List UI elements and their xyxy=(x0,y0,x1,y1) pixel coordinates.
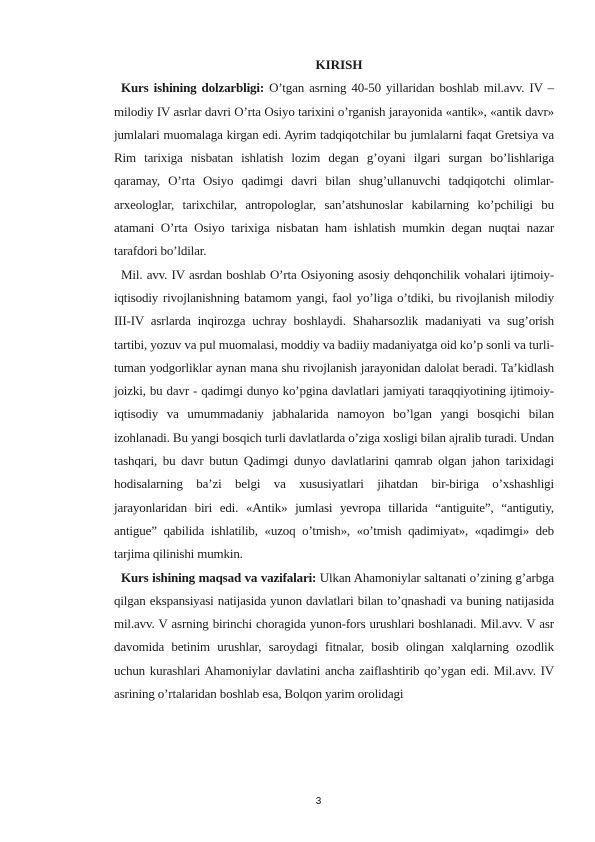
paragraph-text: O’tgan asrning 40-50 yillaridan boshlab mil.avv. IV – milodiy IV asrlar davri O’rta Osiyo tarixini o’rganish jarayonida «antik», «antik davr» jumlalari muomalaga kirgan edi. Ayrim tadqiqotchilar bu jumlalarni faqat Gretsiya va Rim tarixiga nisbatan ishlatish lozim degan g’oyani ilgari surgan bo’lishlariga qaramay, O’rta Osiyo qadimgi davri bilan shug’ullanuvchi tadqiqotchi olimlar-arxeologlar, tarixchilar, antropologlar, san’atshunoslar kabilarning ko’pchiligi bu atamani O’rta Osiyo tarixiga nisbatan ham ishlatish mumkin degan nuqtai nazar tarafdori bo’ldilar. xyxy=(114,80,554,259)
paragraph-lead: Kurs ishining dolzarbligi: xyxy=(121,80,265,96)
paragraph-history xyxy=(114,263,554,566)
paragraph-lead: Kurs ishining maqsad va vazifalari: xyxy=(121,569,317,585)
paragraph-relevance xyxy=(114,76,554,262)
paragraph-text: Mil. avv. IV asrdan boshlab O’rta Osiyoning asosiy dehqonchilik vohalari ijtimoiy-iqtisodiy rivojlanishning batamom yangi, faol yo’liga o’tdiki, bu rivojlanish milodiy III-IV asrlarda inqirozga uchray boshlaydi. Shaharsozlik madaniyati va sug’orish tartibi, yozuv va pul muomalasi, moddiy va badiiy madaniyatga oid ko’p sonli va turli-tuman yodgorliklar aynan mana shu rivojlanish jarayonidan dalolat beradi. Ta’kidlash joizki, bu davr - qadimgi dunyo ko’pgina davlatlari jamiyati taraqqiyotining ijtimoiy-iqtisodiy va umummadaniy jabhalarida namoyon bo’lgan yangi bosqichi bilan izohlanadi. Bu yangi bosqich turli davlatlarda o’ziga xosligi bilan ajralib turadi. Undan tashqari, bu davr butun Qadimgi dunyo davlatlarini qamrab olgan jahon tarixidagi hodisalarning ba’zi belgi va xususiyatlari jihatdan bir-biriga o’xshashligi jarayonlaridan biri edi. «Antik» jumlasi yevropa tillarida “antiguite”, “antigutiy, antigue” qabilida ishlatilib, «uzoq o’tmish», «o’tmish qadimiyat», «qadimgi» deb tarjima qilinishi mumkin. xyxy=(114,266,554,562)
section-heading: KIRISH xyxy=(315,57,363,72)
document-body xyxy=(114,53,554,705)
paragraph-text: Ulkan Ahamoniylar saltanati o’zining g’arbga qilgan ekspansiyasi natijasida yunon davlatlari bilan to’qnashadi va buning natijasida mil.avv. V asrning birinchi choragida yunon-fors urushlari boshlanadi. Mil.avv. V asr davomida betinim urushlar, saroydagi fitnalar, bosib olingan xalqlarning ozodlik uchun kurashlari Ahamoniylar davlatini ancha zaiflashtirib qo’ygan edi. Mil.avv. IV asrining o’rtalaridan boshlab esa, Bolqon yarim orolidagi xyxy=(114,569,555,702)
page-number: 3 xyxy=(315,796,322,807)
paragraph-goals xyxy=(114,566,554,706)
